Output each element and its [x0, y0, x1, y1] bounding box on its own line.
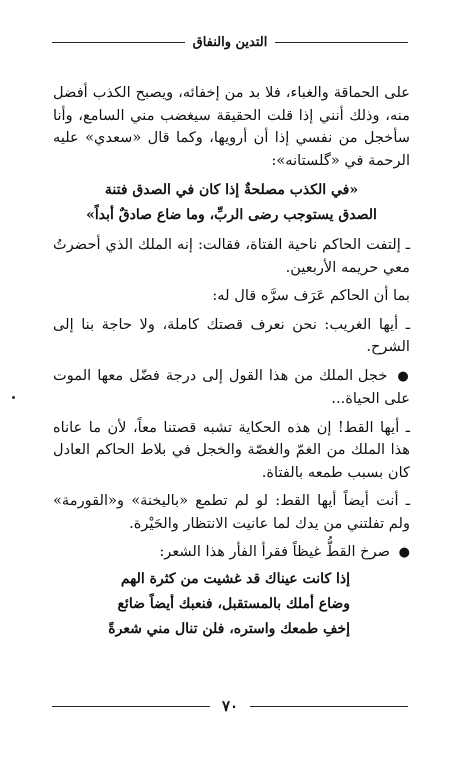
body-text: [53, 82, 410, 648]
verse-line: الصدق يستوجب رضى الربِّ، وما ضاع صادقٌ أبداً»: [86, 207, 377, 223]
header-title: التدين والنفاق: [192, 34, 268, 50]
verse-line: إذا كانت عيناك قد غشيت من كثرة الهم: [120, 570, 350, 587]
verse-block: [53, 567, 410, 642]
bullet-paragraph: [53, 541, 410, 565]
paragraph: ـ أنت أيضاً أيها القط: لو لم تطمع «باليخنة» و«القورمة» ولم تفلتني من يدك لما عانيت الانتظار والحَيْرة.: [53, 492, 410, 532]
footer-rule-left: [52, 706, 210, 707]
bullet-icon: ●: [397, 368, 411, 384]
paragraph: على الحماقة والغباء، فلا بد من إخفائه، ويصبح الكذب أفضل منه، وذلك أنني إذا قلت الحقيقة سيغضب مني السامع، وأنا سأخجل من نفسي إذا أن أرويها، وكما قال «سعدي» عليه الرحمة في «گلستانه»:: [53, 84, 410, 169]
verse-block: [53, 178, 410, 228]
verse-line: إخفِ طمعك واستره، فلن تنال مني شعرةً: [108, 620, 350, 637]
paragraph-text: خجل الملك من هذا القول إلى درجة فضّل معها الموت على الحياة...: [53, 366, 410, 407]
header-rule-right: [275, 42, 408, 43]
verse-line: وضاع أملك بالمستقبل، فنعبك أيضاً ضائع: [117, 595, 350, 612]
page-number: ٧٠: [221, 697, 239, 715]
paragraph: بما أن الحاكم عَرَف سرَّه قال له:: [212, 287, 410, 304]
paragraph-text: صرخ القطُّ غيظاً فقرأ الفأر هذا الشعر:: [159, 543, 391, 560]
paragraph: ـ أيها الغريب: نحن نعرف قصتك كاملة، ولا حاجة بنا إلى الشرح.: [53, 315, 410, 355]
paragraph: ـ أيها القط! إن هذه الحكاية تشبه قصتنا معاً، لأن ما عاناه هذا الملك من الغمّ والغصّة والخجل في بلاط الحاكم العادل كان بسبب طمعه بالفتاة.: [53, 418, 410, 481]
page-footer: [52, 694, 408, 718]
bullet-icon: ●: [398, 545, 410, 560]
running-header: [52, 30, 408, 54]
bullet-paragraph: [53, 365, 410, 411]
footer-rule-right: [250, 706, 408, 707]
header-rule-left: [52, 42, 185, 43]
paragraph: ـ إلتفت الحاكم ناحية الفتاة، فقالت: إنه الملك الذي أحضرتُ معي حريمه الأربعين.: [53, 236, 410, 276]
page-speck: [12, 396, 15, 399]
verse-line: «في الكذب مصلحةٌ إذا كان في الصدق فتنة: [104, 182, 359, 198]
